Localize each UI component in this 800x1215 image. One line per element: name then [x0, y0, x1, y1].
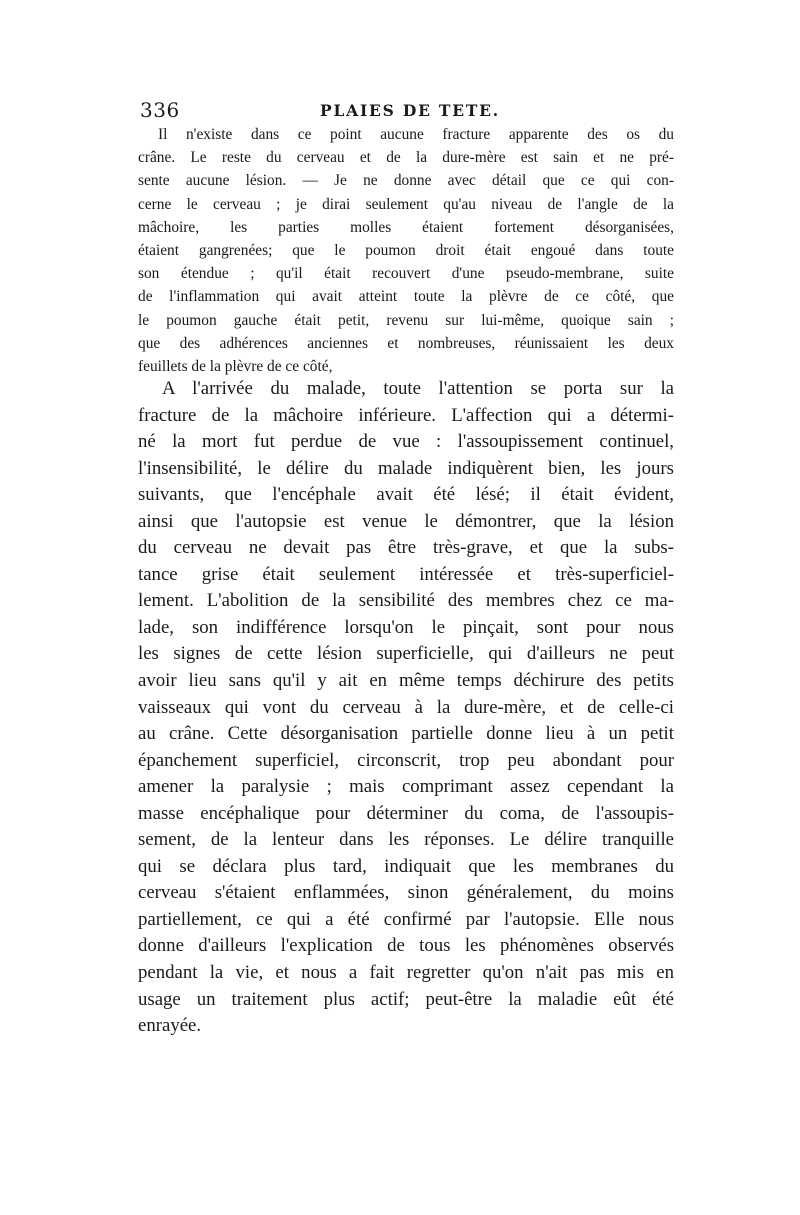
paragraph-line: cerveau s'étaient enflammées, sinon généralement, du moins	[138, 882, 674, 904]
paragraph-line: sement, de la lenteur dans les réponses. Le délire tranquille	[138, 829, 674, 851]
paragraph-line: enrayée.	[138, 1015, 202, 1037]
notes-line: de l'inflammation qui avait atteint toute la plèvre de ce côté, que	[138, 288, 674, 306]
paragraph-line: au crâne. Cette désorganisation partielle donne lieu à un petit	[138, 723, 674, 745]
notes-line: sente aucune lésion. — Je ne donne avec détail que ce qui con-	[138, 172, 674, 190]
paragraph-line: fracture de la mâchoire inférieure. L'affection qui a détermi-	[138, 404, 674, 426]
notes-line: cerne le cerveau ; je dirai seulement qu'au niveau de l'angle de la	[138, 195, 674, 213]
paragraph-line: lade, son indifférence lorsqu'on le pinçait, sont pour nous	[138, 616, 674, 638]
running-head: PLAIES DE TETE.	[320, 101, 500, 120]
paragraph-line: donne d'ailleurs l'explication de tous les phénomènes observés	[138, 935, 674, 957]
paragraph-line: partiellement, ce qui a été confirmé par l'autopsie. Elle nous	[138, 908, 674, 930]
paragraph-line: les signes de cette lésion superficielle, qui d'ailleurs ne peut	[138, 643, 674, 665]
page-number: 336	[140, 98, 180, 122]
notes-line: que des adhérences anciennes et nombreuses, réunissaient les deux	[138, 334, 674, 352]
paragraph-line: du cerveau ne devait pas être très-grave, et que la subs-	[138, 537, 674, 559]
notes-line: le poumon gauche était petit, revenu sur lui-même, quoique sain ;	[138, 311, 674, 329]
paragraph-line: amener la paralysie ; mais comprimant assez cependant la	[138, 776, 674, 798]
notes-line: Il n'existe dans ce point aucune fracture apparente des os du	[158, 126, 674, 143]
paragraph-line: avoir lieu sans qu'il y ait en même temps déchirure des petits	[138, 670, 674, 692]
paragraph-line: tance grise était seulement intéressée et très-superficiel-	[138, 563, 674, 585]
paragraph-line: suivants, que l'encéphale avait été lésé; il était évident,	[138, 484, 674, 506]
paragraph-line: masse encéphalique pour déterminer du coma, de l'assoupis-	[138, 802, 674, 824]
paragraph-line: l'insensibilité, le délire du malade indiquèrent bien, les jours	[138, 457, 674, 479]
notes-line: son étendue ; qu'il était recouvert d'une pseudo-membrane, suite	[138, 265, 674, 283]
notes-line: étaient gangrenées; que le poumon droit était engoué dans toute	[138, 242, 674, 260]
paragraph-line: ainsi que l'autopsie est venue le démontrer, que la lésion	[138, 510, 674, 532]
paragraph-line: vaisseaux qui vont du cerveau à la dure-mère, et de celle-ci	[138, 696, 674, 718]
paragraph-line: usage un traitement plus actif; peut-être la maladie eût été	[138, 988, 674, 1010]
paragraph-line: épanchement superficiel, circonscrit, trop peu abondant pour	[138, 749, 674, 771]
paragraph-line: qui se déclara plus tard, indiquait que les membranes du	[138, 855, 674, 877]
notes-line: crâne. Le reste du cerveau et de la dure-mère est sain et ne pré-	[138, 149, 674, 167]
notes-line: mâchoire, les parties molles étaient fortement désorganisées,	[138, 218, 674, 236]
observation-notes	[138, 123, 674, 378]
main-paragraph	[138, 376, 674, 1040]
paragraph-line: A l'arrivée du malade, toute l'attention se porta sur la	[162, 378, 674, 399]
paragraph-line: né la mort fut perdue de vue : l'assoupissement continuel,	[138, 431, 674, 453]
paragraph-line: pendant la vie, et nous a fait regretter qu'on n'ait pas mis en	[138, 962, 674, 984]
paragraph-line: lement. L'abolition de la sensibilité des membres chez ce ma-	[138, 590, 674, 612]
notes-line: feuillets de la plèvre de ce côté,	[138, 358, 333, 376]
